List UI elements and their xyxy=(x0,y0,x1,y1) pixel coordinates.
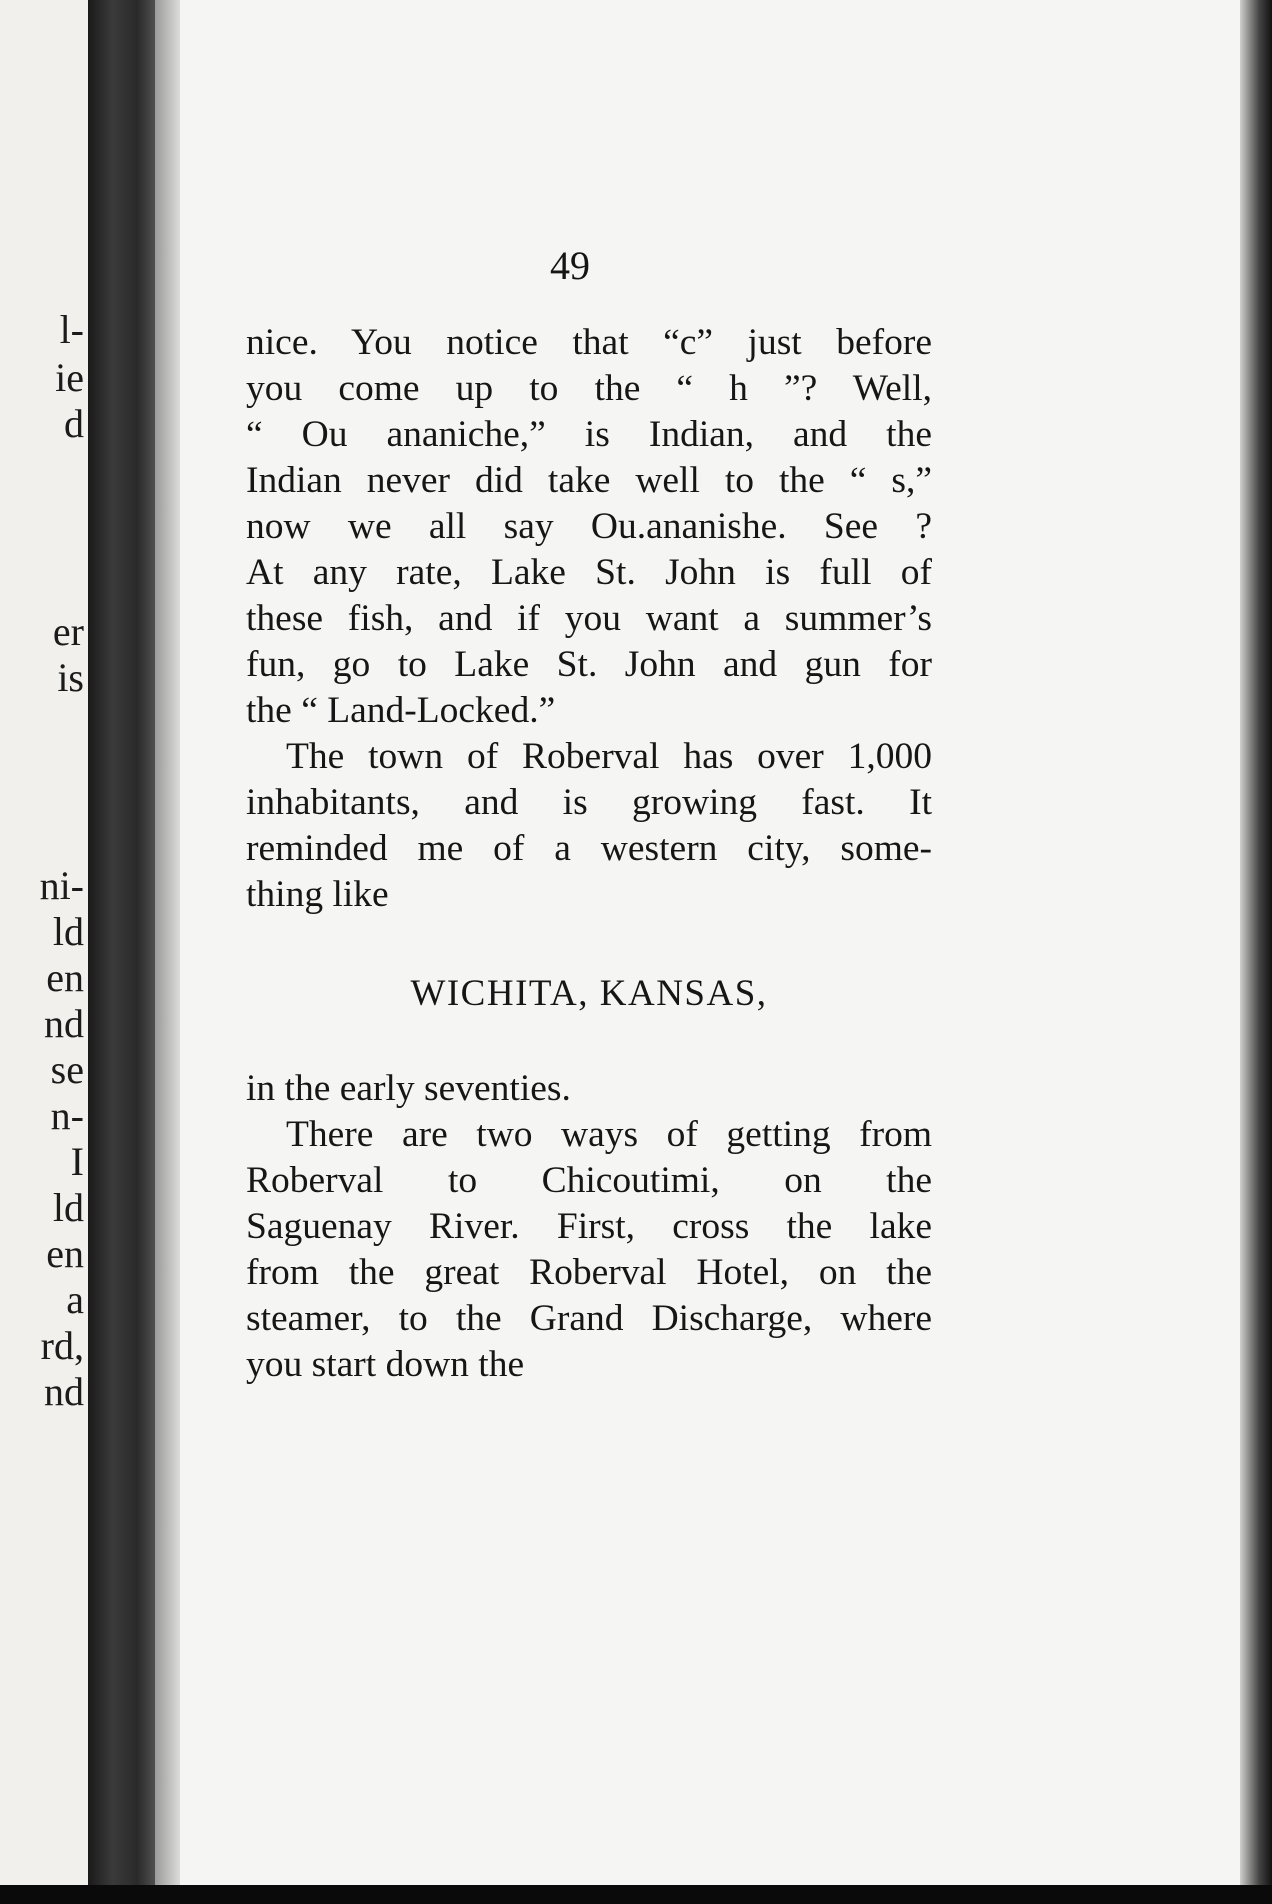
left-fragment-text: ld xyxy=(52,1185,84,1230)
left-fragment-text: se xyxy=(50,1047,84,1092)
body-text-line: thing like xyxy=(246,874,389,915)
body-text-line: the “ Land-Locked.” xyxy=(246,690,556,731)
left-fragment-text: rd, xyxy=(40,1323,84,1368)
body-text-line: Indian never did take well to the “ s,” xyxy=(246,460,932,501)
body-text-line: “ Ou ananiche,” is Indian, and the xyxy=(246,414,932,455)
body-text-line: now we all say Ou.ananishe. See ? xyxy=(246,506,932,547)
body-text-line: fun, go to Lake St. John and gun for xyxy=(246,644,932,685)
left-fragment-text: ni- xyxy=(39,863,84,908)
left-fragment-text: d xyxy=(64,401,84,446)
body-text-line: There are two ways of getting from xyxy=(286,1114,932,1155)
body-text-line: you start down the xyxy=(246,1344,525,1385)
body-text-line: Saguenay River. First, cross the lake xyxy=(246,1206,932,1247)
left-fragment-text: er xyxy=(52,609,84,654)
left-fragment-text: n- xyxy=(50,1093,84,1138)
body-text-line: Roberval to Chicoutimi, on the xyxy=(246,1160,932,1201)
body-text-line: nice. You notice that “c” just before xyxy=(246,322,932,363)
body-text-line: The town of Roberval has over 1,000 xyxy=(286,736,932,777)
body-text-line: from the great Roberval Hotel, on the xyxy=(246,1252,932,1293)
body-text-line: inhabitants, and is growing fast. It xyxy=(246,782,932,823)
page-number: 49 xyxy=(550,243,590,288)
left-fragment-text: en xyxy=(46,955,84,1000)
body-text-line: reminded me of a western city, some- xyxy=(246,828,932,869)
left-page-fragment xyxy=(0,0,90,1885)
left-fragment-text: nd xyxy=(44,1369,84,1414)
page-edge xyxy=(1240,0,1272,1885)
scan-bottom-edge xyxy=(0,1885,1272,1904)
section-heading: WICHITA, KANSAS, xyxy=(410,973,768,1014)
left-fragment-text: ld xyxy=(52,909,84,954)
body-text-line: you come up to the “ h ”? Well, xyxy=(246,368,932,409)
left-fragment-text: a xyxy=(66,1277,84,1322)
book-gutter xyxy=(88,0,158,1885)
left-fragment-text: l- xyxy=(59,307,84,352)
body-text-line: these fish, and if you want a summer’s xyxy=(246,598,932,639)
left-fragment-text: ie xyxy=(55,355,84,400)
body-text-line: At any rate, Lake St. John is full of xyxy=(246,552,932,593)
left-fragment-text: nd xyxy=(44,1001,84,1046)
left-fragment-text: is xyxy=(57,655,84,700)
right-page xyxy=(180,0,1250,1885)
body-text-line: in the early seventies. xyxy=(246,1068,571,1109)
left-fragment-text: en xyxy=(46,1231,84,1276)
body-text-line: steamer, to the Grand Discharge, where xyxy=(246,1298,932,1339)
left-fragment-text: I xyxy=(70,1139,84,1184)
